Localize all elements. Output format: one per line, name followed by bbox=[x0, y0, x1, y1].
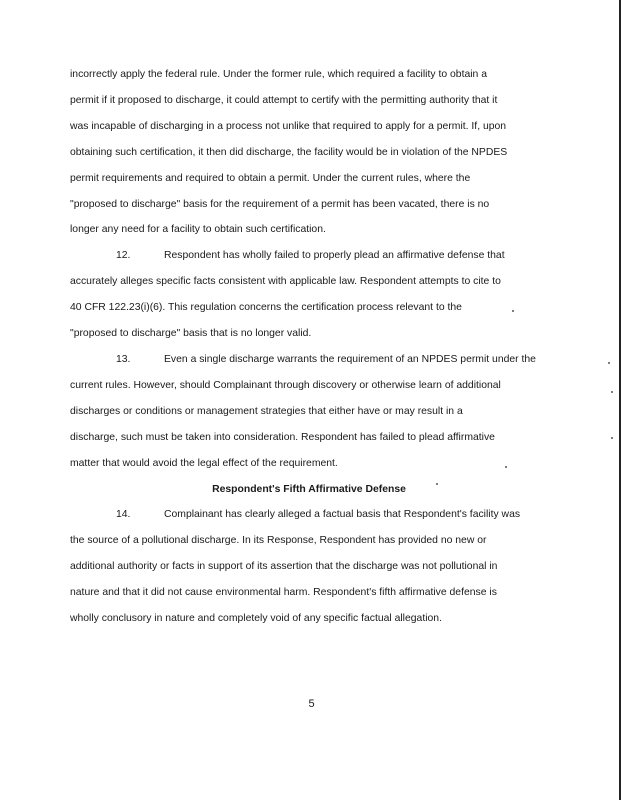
scan-speck bbox=[611, 391, 613, 393]
scan-speck bbox=[608, 362, 610, 364]
paragraph-line: "proposed to discharge" basis for the requirement of a permit has been vacated, there is no bbox=[70, 198, 490, 210]
paragraph-line: Respondent has wholly failed to properly plead an affirmative defense that bbox=[164, 250, 505, 262]
paragraph-line: Complainant has clearly alleged a factual basis that Respondent's facility was bbox=[164, 509, 521, 521]
paragraph-number: 12. bbox=[116, 250, 131, 262]
paragraph-line: matter that would avoid the legal effect of the requirement. bbox=[70, 457, 338, 469]
paragraph-line: obtaining such certification, it then did discharge, the facility would be in violation of the NPDES bbox=[70, 146, 508, 158]
paragraph-line: permit if it proposed to discharge, it could attempt to certify with the permitting authority that it bbox=[70, 94, 498, 106]
page-number: 5 bbox=[308, 698, 315, 710]
paragraph-line: nature and that it did not cause environmental harm. Respondent's fifth affirmative defense is bbox=[70, 587, 497, 599]
paragraph-line: longer any need for a facility to obtain such certification. bbox=[70, 224, 326, 236]
paragraph-line: was incapable of discharging in a process not unlike that required to apply for a permit. If, upon bbox=[70, 120, 507, 132]
paragraph-line: permit requirements and required to obtain a permit. Under the current rules, where the bbox=[70, 172, 471, 184]
paragraph-14-first-line bbox=[70, 502, 548, 528]
paragraph-line: incorrectly apply the federal rule. Under the former rule, which required a facility to obtain a bbox=[70, 69, 487, 80]
scan-speck bbox=[505, 466, 507, 468]
document-body bbox=[70, 62, 548, 632]
paragraph-line: discharge, such must be taken into consideration. Respondent has failed to plead affirmative bbox=[70, 431, 495, 443]
scan-speck bbox=[436, 483, 438, 485]
section-heading: Respondent's Fifth Affirmative Defense bbox=[212, 483, 406, 495]
paragraph-line: additional authority or facts in support of its assertion that the discharge was not pollutional in bbox=[70, 561, 498, 573]
scan-speck bbox=[512, 310, 514, 312]
paragraph-number: 14. bbox=[116, 509, 131, 521]
paragraph-line: 40 CFR 122.23(i)(6). This regulation concerns the certification process relevant to the bbox=[70, 302, 462, 314]
paragraph-line: discharges or conditions or management strategies that either have or may result in a bbox=[70, 405, 463, 417]
paragraph-line: "proposed to discharge" basis that is no longer valid. bbox=[70, 328, 312, 340]
paragraph-line: Even a single discharge warrants the requirement of an NPDES permit under the bbox=[164, 353, 536, 365]
paragraph-line: accurately alleges specific facts consistent with applicable law. Respondent attempts to cite to bbox=[70, 276, 501, 288]
scan-edge-rule bbox=[619, 0, 621, 800]
paragraph-line: the source of a pollutional discharge. In its Response, Respondent has provided no new or bbox=[70, 535, 487, 547]
paragraph-13-first-line bbox=[70, 347, 548, 373]
paragraph-number: 13. bbox=[116, 353, 131, 365]
paragraph-line: wholly conclusory in nature and completely void of any specific factual allegation. bbox=[70, 613, 442, 625]
scan-speck bbox=[611, 437, 613, 439]
paragraph-12-first-line bbox=[70, 243, 548, 269]
paragraph-line: current rules. However, should Complainant through discovery or otherwise learn of additional bbox=[70, 379, 501, 391]
